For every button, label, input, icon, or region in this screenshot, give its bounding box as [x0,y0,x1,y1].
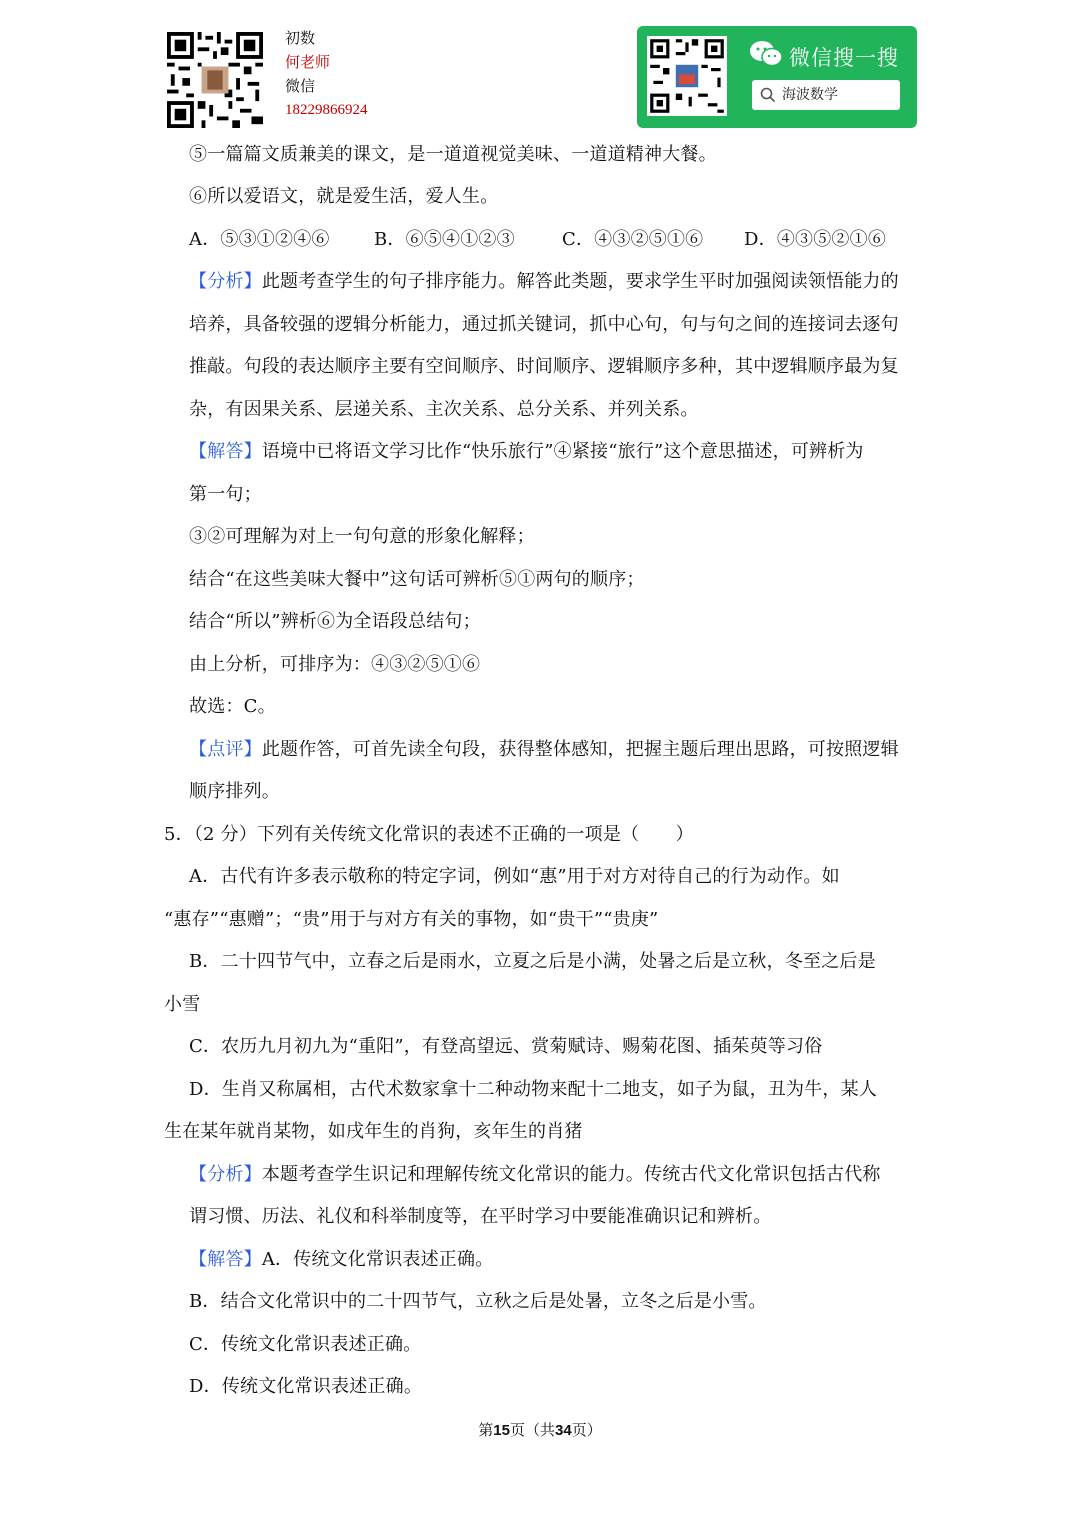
q4-option-d: D．④③⑤②①⑥ [744,229,887,250]
q4-answer-line-4: 结合“在这些美味大餐中”这句话可辨析⑤①两句的顺序； [189,569,645,590]
q4-option-b: B．⑥⑤④①②③ [374,229,515,250]
q5-option-c: C．农历九月初九为“重阳”，有登高望远、赏菊赋诗、赐菊花图、插茱萸等习俗 [189,1036,823,1057]
q4-answer-line-6: 由上分析，可排序为：④③②⑤①⑥ [189,654,481,675]
comment-tag: 【点评】 [189,739,262,760]
answer-tag: 【解答】 [189,441,262,462]
sentence-6: ⑥所以爱语文，就是爱生活，爱人生。 [189,186,499,207]
q4-option-a: A．⑤③①②④⑥ [189,229,330,250]
q5-answer-line-1 [189,1245,493,1271]
q4-analysis-line-1 [189,267,899,293]
q4-answer-line-3: ③②可理解为对上一句句意的形象化解释； [189,526,535,547]
analysis-tag: 【分析】 [189,271,262,292]
q5-option-a-line-1: A．古代有许多表示敬称的特定字词，例如“惠”用于对方对待自己的行为动作。如 [189,866,840,887]
q4-answer-line-7: 故选：C。 [189,696,276,717]
q4-answer-line-5: 结合“所以”辨析⑥为全语段总结句； [189,611,481,632]
footer-prefix: 第 [478,1421,494,1439]
total-page-count: 34 [555,1422,572,1439]
qr-pattern [647,36,727,116]
q4-analysis-line-4: 杂，有因果关系、层递关系、主次关系、总分关系、并列关系。 [189,399,699,420]
sentence-5: ⑤一篇篇文质兼美的课文，是一道道视觉美味、一道道精神大餐。 [189,144,717,165]
q5-answer-line-4: D．传统文化常识表述正确。 [189,1376,423,1397]
analysis-text: 本题考查学生识记和理解传统文化常识的能力。传统古代文化常识包括古代称 [261,1164,881,1185]
q4-comment-line-2: 顺序排列。 [189,781,280,802]
q4-option-c: C．④③②⑤①⑥ [562,229,704,250]
q4-analysis-line-2: 培养，具备较强的逻辑分析能力，通过抓关键词，抓中心句，句与句之间的连接词去逐句 [189,314,899,335]
q4-analysis-line-3: 推敲。句段的表达顺序主要有空间顺序、时间顺序、逻辑顺序多种，其中逻辑顺序最为复 [189,356,899,377]
footer-mid: 页（共 [509,1421,555,1439]
q4-comment-line-1 [189,735,899,761]
search-icon [760,87,776,103]
q5-option-d-line-1: D．生肖又称属相，古代术数家拿十二种动物来配十二地支，如子为鼠，丑为牛，某人 [189,1079,878,1100]
q5-stem: 5．（2 分）下列有关传统文化常识的表述不正确的一项是（ ） [164,824,694,845]
q4-options-row [189,225,886,251]
q5-answer-line-3: C．传统文化常识表述正确。 [189,1334,422,1355]
q4-answer-line-1 [189,437,864,463]
comment-text: 此题作答，可首先读全句段，获得整体感知，把握主题后理出思路，可按照逻辑 [261,739,899,760]
contact-subject: 初数 [285,29,316,47]
current-page-number: 15 [493,1422,510,1439]
contact-qr-code [167,32,263,128]
wechat-search-box[interactable] [752,80,900,110]
wechat-search-card [637,26,917,128]
contact-name: 何老师 [285,53,331,71]
q5-option-a-line-2: “惠存”“惠赠”；“贵”用于与对方有关的事物，如“贵干”“贵庚” [164,909,659,930]
page-footer [0,1419,1080,1440]
q5-analysis-line-2: 谓习惯、历法、礼仪和科举制度等，在平时学习中要能准确识记和辨析。 [189,1206,772,1227]
answer-tag: 【解答】 [189,1249,262,1270]
contact-wechat-label: 微信 [285,77,316,95]
answer-text: 语境中已将语文学习比作“快乐旅行”④紧接“旅行”这个意思描述，可辨析为 [261,441,864,462]
wechat-logo-icon [749,40,783,68]
q4-answer-line-2: 第一句； [189,484,262,505]
q5-option-d-line-2: 生在某年就肖某物，如戌年生的肖狗，亥年生的肖猪 [164,1121,583,1142]
q5-analysis-line-1 [189,1160,881,1186]
contact-phone: 18229866924 [285,102,368,118]
footer-suffix: 页） [571,1421,602,1439]
q5-option-b-line-2: 小雪 [164,994,201,1015]
wechat-search-text: 海波数学 [782,87,838,103]
qr-pattern [167,32,263,128]
q5-answer-line-2: B．结合文化常识中的二十四节气，立秋之后是处暑，立冬之后是小雪。 [189,1291,767,1312]
q5-option-b-line-1: B．二十四节气中，立春之后是雨水，立夏之后是小满，处暑之后是立秋，冬至之后是 [189,951,876,972]
answer-text: A．传统文化常识表述正确。 [261,1249,494,1270]
wechat-search-title: 微信搜一搜 [789,46,899,70]
analysis-text: 此题考查学生的句子排序能力。解答此类题，要求学生平时加强阅读领悟能力的 [261,271,899,292]
contact-info [285,26,368,122]
wechat-qr-code [647,36,727,116]
analysis-tag: 【分析】 [189,1164,262,1185]
